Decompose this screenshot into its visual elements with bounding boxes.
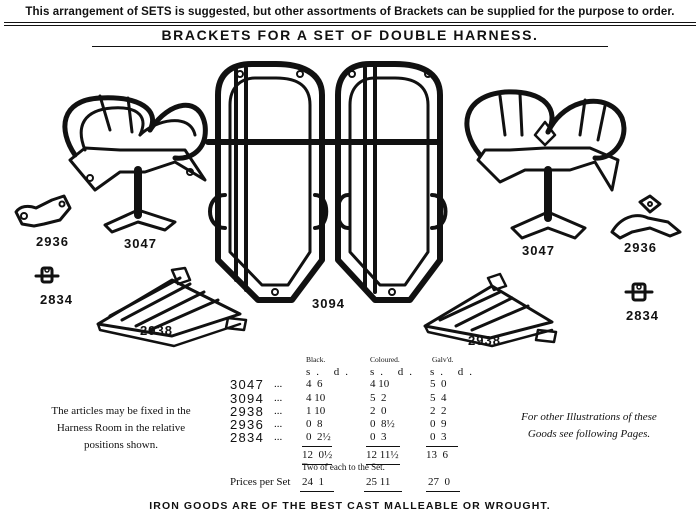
bracket-2936-right-image xyxy=(612,196,680,238)
mounting-note: The articles may be fixed in the Harness Room in the relative positions shown. xyxy=(51,405,191,451)
page-heading: BRACKETS FOR A SET OF DOUBLE HARNESS. xyxy=(161,27,539,43)
column-header-coloured: Coloured. xyxy=(370,355,400,364)
table-cell-coloured: 0 8½ xyxy=(370,418,395,430)
figure-label-3047-right: 3047 xyxy=(522,243,555,258)
table-row-code: 2834 xyxy=(230,430,265,445)
figure-label-2834-left: 2834 xyxy=(40,292,73,307)
sd-header-black: s. d. xyxy=(306,366,355,378)
table-cell-galvanised: 0 9 xyxy=(430,418,447,430)
subtotal-black: 12 0½ xyxy=(302,449,333,461)
bracket-3094-left-image xyxy=(208,64,345,300)
table-row-dots: ... xyxy=(274,378,283,390)
table-row-code: 3094 xyxy=(230,391,265,406)
bracket-3047-left-image xyxy=(65,96,205,232)
bracket-3094-right-image xyxy=(332,64,446,300)
column-header-galvanised: Galv'd. xyxy=(432,355,454,364)
subtotal-rule-coloured xyxy=(366,446,400,447)
two-of-each-note: Two of each to the Set. xyxy=(302,462,385,472)
table-cell-coloured: 4 10 xyxy=(370,378,390,390)
bracket-3047-right-image xyxy=(467,92,624,238)
set-underline-black xyxy=(300,491,334,492)
figure-label-3094: 3094 xyxy=(312,296,345,311)
bracket-2936-left-image xyxy=(16,196,70,226)
column-header-black: Black. xyxy=(306,355,326,364)
table-cell-black: 4 6 xyxy=(306,378,323,390)
set-underline-galvanised xyxy=(426,491,460,492)
figure-label-3047-left: 3047 xyxy=(124,236,157,251)
figure-label-2938-left: 2938 xyxy=(140,323,173,338)
set-total-black: 24 1 xyxy=(302,476,324,488)
table-cell-black: 4 10 xyxy=(306,392,326,404)
table-row-dots: ... xyxy=(274,392,283,404)
table-cell-coloured: 2 0 xyxy=(370,405,387,417)
table-cell-black: 1 10 xyxy=(306,405,326,417)
table-row-dots: ... xyxy=(274,405,283,417)
figure-label-2834-right: 2834 xyxy=(626,308,659,323)
table-row-dots: ... xyxy=(274,431,283,443)
set-total-coloured: 25 11 xyxy=(366,476,391,488)
set-total-galvanised: 27 0 xyxy=(428,476,450,488)
figure-label-2936-left: 2936 xyxy=(36,234,69,249)
subtotal-rule-galvanised xyxy=(426,446,458,447)
table-cell-galvanised: 5 4 xyxy=(430,392,447,404)
sd-header-coloured: s. d. xyxy=(370,366,419,378)
bracket-2834-left-image xyxy=(36,268,58,282)
footer-note: IRON GOODS ARE OF THE BEST CAST MALLEABLE OR WROUGHT. xyxy=(149,500,551,512)
table-cell-coloured: 5 2 xyxy=(370,392,387,404)
table-row-code: 2938 xyxy=(230,404,265,419)
figure-label-2938-right: 2938 xyxy=(468,333,501,348)
table-cell-galvanised: 5 0 xyxy=(430,378,447,390)
subtotal-galvanised: 13 6 xyxy=(426,449,448,461)
subtotal-rule-black xyxy=(302,446,332,447)
figure-label-2936-right: 2936 xyxy=(624,240,657,255)
table-row-dots: ... xyxy=(274,418,283,430)
sd-header-galvanised: s. d. xyxy=(430,366,479,378)
other-illustrations-note: For other Illustrations of these Goods see following Pages. xyxy=(521,411,657,440)
table-cell-black: 0 2½ xyxy=(306,431,331,443)
bracket-2834-right-image xyxy=(626,284,652,300)
table-cell-galvanised: 2 2 xyxy=(430,405,447,417)
top-note: This arrangement of SETS is suggested, but other assortments of Brackets can be supplied for the purpose to order. xyxy=(25,6,675,18)
set-underline-coloured xyxy=(364,491,402,492)
prices-per-set-label: Prices per Set xyxy=(230,476,291,488)
table-row-code: 2936 xyxy=(230,417,265,432)
subtotal-coloured: 12 11½ xyxy=(366,449,399,461)
table-cell-galvanised: 0 3 xyxy=(430,431,447,443)
table-row-code: 3047 xyxy=(230,377,265,392)
table-cell-black: 0 8 xyxy=(306,418,323,430)
table-cell-coloured: 0 3 xyxy=(370,431,387,443)
